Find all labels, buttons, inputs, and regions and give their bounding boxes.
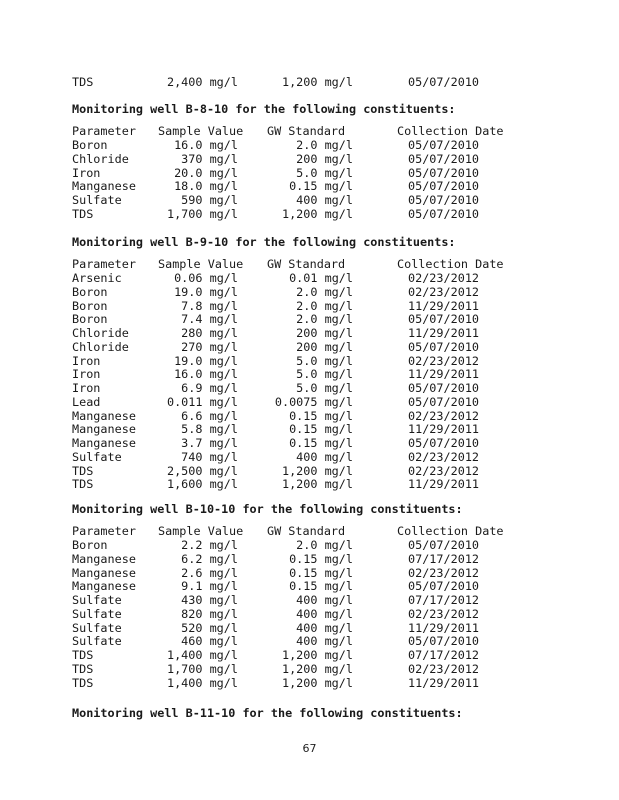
collection-date-cell: 05/07/2010 bbox=[408, 436, 480, 450]
gw-standard-cell: 5.0 mg/l bbox=[296, 353, 353, 368]
gw-standard-cell: 0.15 mg/l bbox=[289, 436, 353, 450]
gw-standard-cell: 2.0 mg/l bbox=[296, 138, 353, 152]
collection-date-cell: 05/07/2010 bbox=[408, 193, 480, 207]
collection-date-cell: 07/17/2012 bbox=[408, 648, 480, 662]
sample-value-cell: 7.4 mg/l bbox=[181, 312, 238, 327]
parameter-cell: Manganese bbox=[72, 436, 136, 450]
collection-date-cell: 11/29/2011 bbox=[408, 422, 480, 437]
collection-date-cell: 02/23/2012 bbox=[408, 408, 480, 423]
collection-date-cell: 07/17/2012 bbox=[408, 551, 480, 566]
collection-date-cell: 05/07/2010 bbox=[408, 179, 480, 194]
header-gw-standard: GW Standard bbox=[267, 257, 346, 271]
parameter-cell: Chloride bbox=[72, 151, 129, 166]
parameter-cell: Chloride bbox=[72, 339, 129, 354]
sample-value-cell: 590 mg/l bbox=[181, 193, 238, 207]
gw-standard-cell: 1,200 mg/l bbox=[281, 675, 353, 690]
collection-date-cell: 02/23/2012 bbox=[408, 463, 480, 478]
parameter-cell: Manganese bbox=[72, 179, 136, 194]
section-heading: Monitoring well B-10-10 for the following constituents: bbox=[72, 502, 463, 516]
parameter-cell: Iron bbox=[72, 165, 101, 180]
gw-standard-cell: 1,200 mg/l bbox=[281, 463, 353, 478]
sample-value-cell: 9.1 mg/l bbox=[181, 579, 238, 594]
parameter-cell: TDS bbox=[72, 477, 94, 492]
sample-value-cell: 430 mg/l bbox=[181, 593, 238, 607]
gw-standard-cell: 0.0075 mg/l bbox=[274, 394, 353, 409]
collection-date-cell: 05/07/2010 bbox=[408, 394, 480, 409]
gw-standard-cell: 2.0 mg/l bbox=[296, 284, 353, 299]
sample-value-cell: 6.9 mg/l bbox=[181, 381, 238, 395]
collection-date-cell: 11/29/2011 bbox=[408, 620, 480, 635]
parameter-cell: Manganese bbox=[72, 565, 136, 580]
collection-date-cell: 11/29/2011 bbox=[408, 326, 480, 340]
collection-date-cell: 11/29/2011 bbox=[408, 298, 480, 313]
parameter-cell: Lead bbox=[72, 394, 101, 409]
sample-value-cell: 16.0 mg/l bbox=[174, 367, 238, 382]
collection-date-cell: 02/23/2012 bbox=[408, 606, 480, 621]
parameter-cell: Iron bbox=[72, 353, 101, 368]
parameter-cell: TDS bbox=[72, 675, 94, 690]
sample-value-cell: 16.0 mg/l bbox=[174, 138, 238, 152]
collection-date-cell: 05/07/2010 bbox=[408, 312, 480, 327]
sample-value-cell: 18.0 mg/l bbox=[174, 179, 238, 194]
sample-value-cell: 740 mg/l bbox=[181, 449, 238, 464]
sample-value-cell: 20.0 mg/l bbox=[174, 165, 238, 180]
collection-date-cell: 07/17/2012 bbox=[408, 593, 480, 607]
gw-standard-cell: 0.15 mg/l bbox=[289, 179, 353, 194]
collection-date-cell: 05/07/2010 bbox=[408, 206, 480, 221]
gw-standard-cell: 200 mg/l bbox=[296, 326, 353, 340]
gw-standard-cell: 5.0 mg/l bbox=[296, 165, 353, 180]
collection-date-cell: 05/07/2010 bbox=[408, 538, 480, 552]
parameter-cell: Boron bbox=[72, 298, 108, 313]
collection-date-cell: 11/29/2011 bbox=[408, 477, 480, 492]
header-sample-value: Sample Value bbox=[158, 524, 244, 538]
section-heading: Monitoring well B-9-10 for the following constituents: bbox=[72, 235, 456, 249]
parameter-cell: Sulfate bbox=[72, 620, 122, 635]
parameter-cell: Manganese bbox=[72, 408, 136, 423]
header-sample-value: Sample Value bbox=[158, 257, 244, 271]
parameter-cell: Arsenic bbox=[72, 271, 122, 285]
sample-value-cell: 1,400 mg/l bbox=[166, 675, 238, 690]
sample-value-cell: 280 mg/l bbox=[181, 326, 238, 340]
gw-standard-cell: 0.15 mg/l bbox=[289, 579, 353, 594]
collection-date-cell: 11/29/2011 bbox=[408, 675, 480, 690]
parameter-cell: Sulfate bbox=[72, 606, 122, 621]
collection-date-cell: 05/07/2010 bbox=[408, 165, 480, 180]
table-row bbox=[72, 75, 480, 89]
collection-date-cell: 05/07/2010 bbox=[408, 138, 480, 152]
collection-date-cell: 05/07/2010 bbox=[408, 339, 480, 354]
header-parameter: Parameter bbox=[72, 257, 136, 271]
parameter-cell: Boron bbox=[72, 312, 108, 327]
parameter-cell: Boron bbox=[72, 538, 108, 552]
section-heading: Monitoring well B-8-10 for the following constituents: bbox=[72, 102, 456, 116]
gw-standard-cell: 0.15 mg/l bbox=[289, 422, 353, 437]
gw-standard-cell: 5.0 mg/l bbox=[296, 367, 353, 382]
sample-value-cell: 7.8 mg/l bbox=[181, 298, 238, 313]
collection-date-cell: 05/07/2010 bbox=[408, 381, 480, 395]
column-header-row bbox=[72, 124, 504, 138]
gw-standard-cell: 400 mg/l bbox=[296, 593, 353, 607]
sample-value-cell: 2.6 mg/l bbox=[181, 565, 238, 580]
collection-date-cell: 02/23/2012 bbox=[408, 353, 480, 368]
parameter-cell: Boron bbox=[72, 138, 108, 152]
gw-standard-cell: 1,200 mg/l bbox=[281, 648, 353, 662]
parameter-cell: Iron bbox=[72, 381, 101, 395]
sample-value-cell: 1,600 mg/l bbox=[166, 477, 238, 492]
parameter-cell: TDS bbox=[72, 463, 94, 478]
sample-value-cell: 2,400 mg/l bbox=[166, 75, 238, 89]
column-header-row bbox=[72, 524, 504, 538]
sample-value-cell: 2,500 mg/l bbox=[166, 463, 238, 478]
sample-value-cell: 2.2 mg/l bbox=[181, 538, 238, 552]
sample-value-cell: 270 mg/l bbox=[181, 339, 238, 354]
sample-value-cell: 1,700 mg/l bbox=[166, 661, 238, 676]
section-heading: Monitoring well B-11-10 for the following constituents: bbox=[72, 706, 463, 720]
gw-standard-cell: 400 mg/l bbox=[296, 193, 353, 207]
gw-standard-cell: 0.15 mg/l bbox=[289, 565, 353, 580]
header-sample-value: Sample Value bbox=[158, 124, 244, 138]
parameter-cell: Iron bbox=[72, 367, 101, 382]
header-collection-date: Collection Date bbox=[397, 257, 504, 271]
parameter-cell: TDS bbox=[72, 661, 94, 676]
sample-value-cell: 520 mg/l bbox=[181, 620, 238, 635]
sample-value-cell: 1,400 mg/l bbox=[166, 648, 238, 662]
parameter-cell: TDS bbox=[72, 206, 94, 221]
gw-standard-cell: 200 mg/l bbox=[296, 339, 353, 354]
parameter-cell: TDS bbox=[72, 648, 94, 662]
collection-date-cell: 02/23/2012 bbox=[408, 271, 480, 285]
sample-value-cell: 1,700 mg/l bbox=[166, 206, 238, 221]
sample-value-cell: 820 mg/l bbox=[181, 606, 238, 621]
collection-date-cell: 05/07/2010 bbox=[408, 579, 480, 594]
gw-standard-cell: 0.15 mg/l bbox=[289, 551, 353, 566]
collection-date-cell: 05/07/2010 bbox=[408, 75, 480, 89]
gw-standard-cell: 0.15 mg/l bbox=[289, 408, 353, 423]
parameter-cell: Chloride bbox=[72, 326, 129, 340]
gw-standard-cell: 0.01 mg/l bbox=[289, 271, 353, 285]
gw-standard-cell: 1,200 mg/l bbox=[281, 75, 353, 89]
header-parameter: Parameter bbox=[72, 124, 136, 138]
parameter-cell: Sulfate bbox=[72, 449, 122, 464]
collection-date-cell: 05/07/2010 bbox=[408, 634, 480, 649]
parameter-cell: Sulfate bbox=[72, 593, 122, 607]
parameter-cell: Manganese bbox=[72, 579, 136, 594]
gw-standard-cell: 200 mg/l bbox=[296, 151, 353, 166]
sample-value-cell: 6.2 mg/l bbox=[181, 551, 238, 566]
collection-date-cell: 11/29/2011 bbox=[408, 367, 480, 382]
gw-standard-cell: 400 mg/l bbox=[296, 620, 353, 635]
header-collection-date: Collection Date bbox=[397, 124, 504, 138]
collection-date-cell: 05/07/2010 bbox=[408, 151, 480, 166]
parameter-cell: Boron bbox=[72, 284, 108, 299]
gw-standard-cell: 2.0 mg/l bbox=[296, 538, 353, 552]
gw-standard-cell: 400 mg/l bbox=[296, 449, 353, 464]
sample-value-cell: 370 mg/l bbox=[181, 151, 238, 166]
parameter-cell: TDS bbox=[72, 75, 94, 89]
collection-date-cell: 02/23/2012 bbox=[408, 284, 480, 299]
page-number: 67 bbox=[302, 742, 317, 755]
sample-value-cell: 0.06 mg/l bbox=[174, 271, 238, 285]
sample-value-cell: 19.0 mg/l bbox=[174, 353, 238, 368]
gw-standard-cell: 2.0 mg/l bbox=[296, 298, 353, 313]
column-header-row bbox=[72, 257, 504, 271]
gw-standard-cell: 400 mg/l bbox=[296, 634, 353, 649]
parameter-cell: Manganese bbox=[72, 551, 136, 566]
gw-standard-cell: 400 mg/l bbox=[296, 606, 353, 621]
gw-standard-cell: 1,200 mg/l bbox=[281, 477, 353, 492]
gw-standard-cell: 5.0 mg/l bbox=[296, 381, 353, 395]
gw-standard-cell: 1,200 mg/l bbox=[281, 206, 353, 221]
sample-value-cell: 460 mg/l bbox=[181, 634, 238, 649]
parameter-cell: Sulfate bbox=[72, 634, 122, 649]
parameter-cell: Manganese bbox=[72, 422, 136, 437]
sample-value-cell: 3.7 mg/l bbox=[181, 436, 238, 450]
sample-value-cell: 5.8 mg/l bbox=[181, 422, 238, 437]
collection-date-cell: 02/23/2012 bbox=[408, 661, 480, 676]
gw-standard-cell: 2.0 mg/l bbox=[296, 312, 353, 327]
header-parameter: Parameter bbox=[72, 524, 136, 538]
parameter-cell: Sulfate bbox=[72, 193, 122, 207]
gw-standard-cell: 1,200 mg/l bbox=[281, 661, 353, 676]
header-collection-date: Collection Date bbox=[397, 524, 504, 538]
sample-value-cell: 19.0 mg/l bbox=[174, 284, 238, 299]
collection-date-cell: 02/23/2012 bbox=[408, 565, 480, 580]
sample-value-cell: 6.6 mg/l bbox=[181, 408, 238, 423]
header-gw-standard: GW Standard bbox=[267, 524, 346, 538]
collection-date-cell: 02/23/2012 bbox=[408, 449, 480, 464]
header-gw-standard: GW Standard bbox=[267, 124, 346, 138]
sample-value-cell: 0.011 mg/l bbox=[166, 394, 238, 409]
